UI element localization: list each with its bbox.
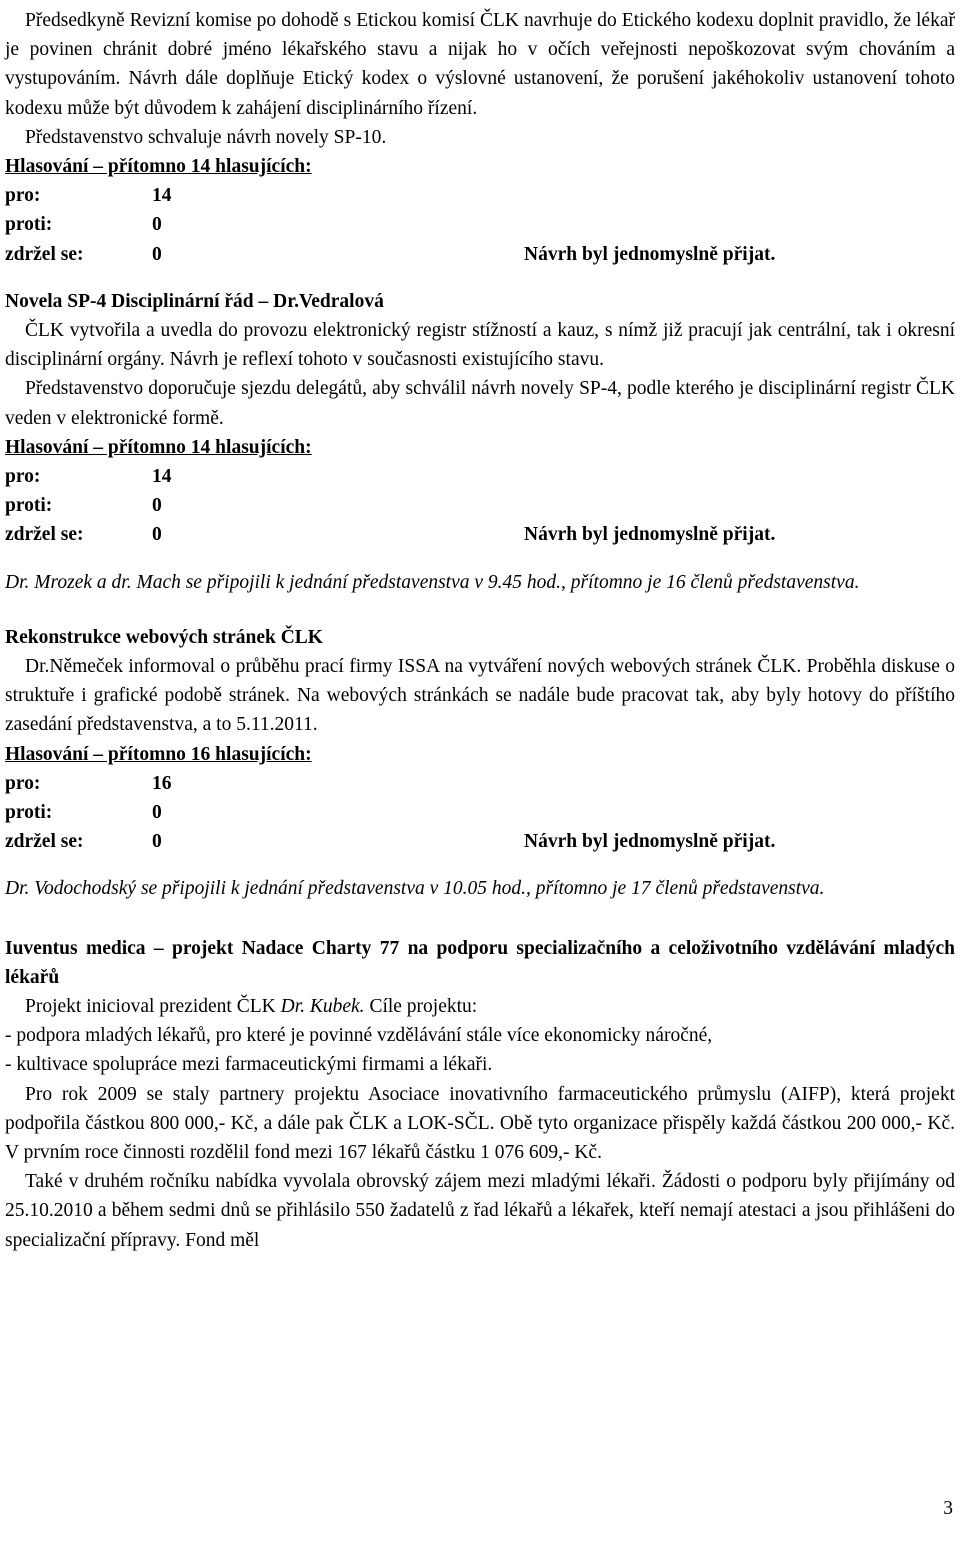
vote-pro-label: pro: — [5, 466, 41, 487]
vote-block-3 — [5, 740, 955, 857]
vote-zdrzel-label: zdržel se: — [5, 243, 84, 265]
vote-pro — [5, 462, 955, 491]
vote-proti — [5, 798, 955, 827]
section-title-iuventus: Iuventus medica – projekt Nadace Charty 77 na podporu specializačního a celoživotního vzdělávání mladých lékařů — [5, 937, 955, 988]
paragraph-second-year: Také v druhém ročníku nabídka vyvolala obrovský zájem mezi mladými lékaři. Žádosti o podporu byly přijímány od 25.10.2010 a během sedmi dnů se přihlásilo 550 žadatelů z řad lékařů a lékařek, kteří nemají atestaci a jsou přihlášeni do specializační přípravy. Fond měl — [5, 1171, 955, 1251]
note-arrival-2: Dr. Vodochodský se připojili k jednání představenstva v 10.05 hod., přítomno je 17 členů představenstva. — [5, 878, 825, 900]
vote-proti — [5, 210, 955, 239]
section-title-sp4: Novela SP-4 Disciplinární řád – Dr.Vedralová — [5, 290, 384, 312]
vote-zdrzel — [5, 240, 955, 269]
page-number: 3 — [943, 1498, 953, 1519]
intro-text-b: Cíle projektu: — [364, 995, 478, 1017]
intro-name: Dr. Kubek. — [280, 995, 365, 1017]
paragraph-web: Dr.Němeček informoval o průběhu prací firmy ISSA na vytváření nových webových stránek ČLK. Proběhla diskuse o struktuře i grafické podobě stránek. Na webových stránkách se nadále bude pracovat tak, aby byly hotovy do příštího zasedání představenstva, a to 5.11.2011. — [5, 655, 955, 736]
vote-result: Návrh byl jednomyslně přijat. — [524, 243, 776, 265]
paragraph-ethics-code: Předsedkyně Revizní komise po dohodě s Etickou komisí ČLK navrhuje do Etického kodexu doplnit pravidlo, že lékař je povinen chránit dobré jméno lékařského stavu a nijak ho v očích veřejnosti nepoškozovat svým chováním a vystupováním. Návrh dále doplňuje Etický kodex o výslovné ustanovení, že porušení jakéhokoliv ustanovení tohoto kodexu může být důvodem k zahájení disciplinárního řízení. — [5, 10, 955, 119]
paragraph-project-intro — [5, 992, 955, 1021]
vote-block-2 — [5, 433, 955, 550]
vote-zdrzel-value: 0 — [152, 243, 162, 265]
section-title-web: Rekonstrukce webových stránek ČLK — [5, 626, 323, 648]
vote-proti — [5, 491, 955, 520]
vote-result: Návrh byl jednomyslně přijat. — [524, 524, 776, 546]
vote-zdrzel-label: zdržel se: — [5, 831, 84, 853]
vote-pro — [5, 769, 955, 798]
vote-heading: Hlasování – přítomno 14 hlasujících: — [5, 156, 312, 178]
vote-proti-value: 0 — [152, 214, 162, 236]
paragraph-approval: Představenstvo schvaluje návrh novely SP-10. — [25, 126, 387, 148]
vote-heading: Hlasování – přítomno 14 hlasujících: — [5, 436, 312, 458]
paragraph-registry: ČLK vytvořila a uvedla do provozu elektronický registr stížností a kauz, s nímž již pracují jak centrální, tak i okresní disciplinární orgány. Návrh je reflexí tohoto v současnosti existujícího stavu. — [5, 319, 955, 371]
vote-zdrzel-value: 0 — [152, 524, 162, 546]
list-item: - podpora mladých lékařů, pro které je povinné vzdělávání stále více ekonomicky náročné, — [5, 1025, 713, 1047]
list-item: - kultivace spolupráce mezi farmaceutickými firmami a lékaři. — [5, 1054, 493, 1076]
vote-proti-label: proti: — [5, 495, 53, 517]
intro-text-a: Projekt inicioval prezident ČLK — [25, 995, 281, 1017]
vote-zdrzel-value: 0 — [152, 831, 162, 853]
vote-result: Návrh byl jednomyslně přijat. — [524, 831, 776, 853]
vote-pro — [5, 181, 955, 210]
vote-proti-value: 0 — [152, 801, 162, 823]
vote-proti-label: proti: — [5, 801, 53, 823]
vote-pro-value: 14 — [152, 466, 172, 487]
vote-zdrzel — [5, 520, 955, 549]
vote-heading: Hlasování – přítomno 16 hlasujících: — [5, 743, 312, 765]
note-arrival-1: Dr. Mrozek a dr. Mach se připojili k jednání představenstva v 9.45 hod., přítomno je 16 členů představenstva. — [5, 571, 860, 593]
vote-proti-label: proti: — [5, 214, 53, 236]
vote-pro-label: pro: — [5, 185, 41, 207]
vote-pro-label: pro: — [5, 772, 41, 794]
vote-zdrzel — [5, 827, 955, 856]
vote-block-1 — [5, 152, 955, 269]
paragraph-partners: Pro rok 2009 se staly partnery projektu Asociace inovativního farmaceutického průmyslu (AIFP), která projekt podpořila částkou 800 000,- Kč, a dále pak ČLK a LOK-SČL. Obě tyto organizace přispěly každá částkou 200 000,- Kč. V prvním roce činnosti rozdělil fond mezi 167 lékařů částku 1 076 609,- Kč. — [5, 1083, 955, 1163]
vote-pro-value: 14 — [152, 185, 172, 207]
document-page — [5, 6, 955, 1255]
vote-proti-value: 0 — [152, 495, 162, 517]
vote-zdrzel-label: zdržel se: — [5, 524, 84, 546]
vote-pro-value: 16 — [152, 772, 172, 794]
paragraph-recommendation: Představenstvo doporučuje sjezdu delegátů, aby schválil návrh novely SP-4, podle kterého je disciplinární registr ČLK veden v elektronické formě. — [5, 378, 955, 429]
